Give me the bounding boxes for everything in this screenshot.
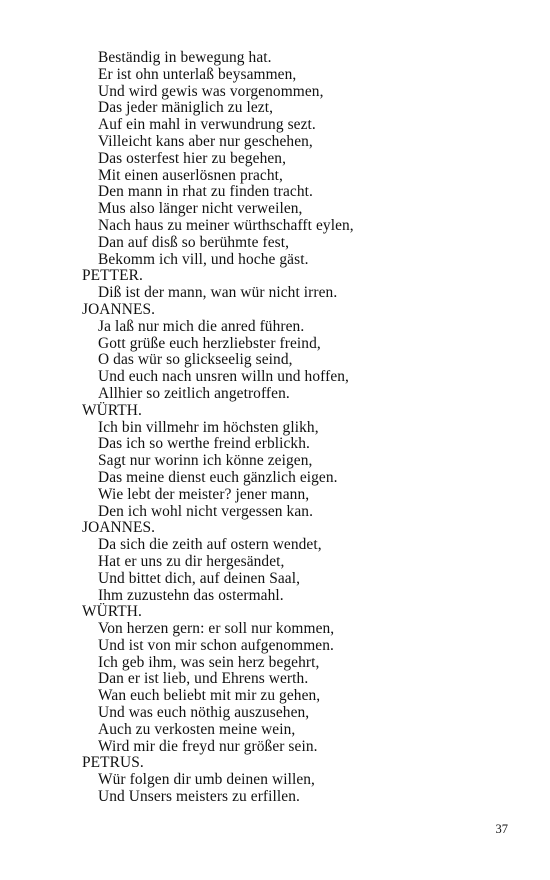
speaker-name: PETTER. xyxy=(82,267,143,285)
verse-line: Wür folgen dir umb deinen willen, xyxy=(98,771,316,789)
verse-line: Und euch nach unsren willn und hoffen, xyxy=(98,368,349,386)
verse-line: Wan euch beliebt mit mir zu gehen, xyxy=(98,687,321,705)
verse-line: Den mann in rhat zu finden tracht. xyxy=(98,183,313,201)
verse-line: Ihm zuzustehn das ostermahl. xyxy=(98,586,284,604)
verse-line: Und was euch nöthig auszusehen, xyxy=(98,704,310,722)
verse-line: Und wird gewis was vorgenommen, xyxy=(98,82,324,100)
verse-line: Beständig in bewegung hat. xyxy=(98,49,272,66)
speaker-name: PETRUS. xyxy=(82,754,144,772)
verse-line: Auch zu verkosten meine wein, xyxy=(98,720,296,738)
verse-line: Mit einen auserlösnen pracht, xyxy=(98,166,283,184)
verse-line: Ja laß nur mich die anred führen. xyxy=(98,317,305,335)
verse-line: Wird mir die freyd nur größer sein. xyxy=(98,737,318,755)
verse-line: Dan auf disß so berühmte fest, xyxy=(98,233,290,251)
speaker-name: WÜRTH. xyxy=(82,603,142,621)
verse-line: Nach haus zu meiner würthschafft eylen, xyxy=(98,216,354,234)
verse-line: Mus also länger nicht verweilen, xyxy=(98,200,303,218)
verse-line: Er ist ohn unterlaß beysammen, xyxy=(98,65,297,83)
verse-line: Diß ist der mann, wan wür nicht irren. xyxy=(98,284,338,302)
verse-line: Den ich wohl nicht vergessen kan. xyxy=(98,502,314,520)
page-number: 37 xyxy=(495,822,508,836)
verse-line: Auf ein mahl in verwundrung sezt. xyxy=(98,116,316,134)
verse-line: Da sich die zeith auf ostern wendet, xyxy=(98,536,322,554)
verse-line: Das osterfest hier zu begehen, xyxy=(98,149,287,167)
play-text xyxy=(82,50,522,806)
verse-line: Allhier so zeitlich angetroffen. xyxy=(98,384,290,402)
speaker-name: JOANNES. xyxy=(82,519,156,537)
verse-line: Das ich so werthe freind erblickh. xyxy=(98,435,310,453)
verse-line: Und Unsers meisters zu erfillen. xyxy=(98,788,300,806)
verse-line: Und bittet dich, auf deinen Saal, xyxy=(98,569,301,587)
verse-line: Von herzen gern: er soll nur kommen, xyxy=(98,620,335,638)
speaker-name: JOANNES. xyxy=(82,300,156,318)
verse-line: Hat er uns zu dir hergesändet, xyxy=(98,552,285,570)
verse-line: Dan er ist lieb, und Ehrens werth. xyxy=(98,670,309,688)
verse-line: Wie lebt der meister? jener mann, xyxy=(98,485,310,503)
verse-line: Ich geb ihm, was sein herz begehrt, xyxy=(98,653,320,671)
verse-line: Sagt nur worinn ich könne zeigen, xyxy=(98,452,313,470)
verse-line: Ich bin villmehr im höchsten glikh, xyxy=(98,418,319,436)
verse-line: Und ist von mir schon aufgenommen. xyxy=(98,636,334,654)
speaker-name: WÜRTH. xyxy=(82,401,142,419)
verse-line: Das meine dienst euch gänzlich eigen. xyxy=(98,468,338,486)
verse-line: Gott grüße euch herzliebster freind, xyxy=(98,334,321,352)
verse-line: Villeicht kans aber nur geschehen, xyxy=(98,132,313,150)
verse-line: O das wür so glickseelig seind, xyxy=(98,351,293,369)
verse-line: Das jeder mäniglich zu lezt, xyxy=(98,99,274,117)
verse-line: Bekomm ich vill, und hoche gäst. xyxy=(98,250,309,268)
